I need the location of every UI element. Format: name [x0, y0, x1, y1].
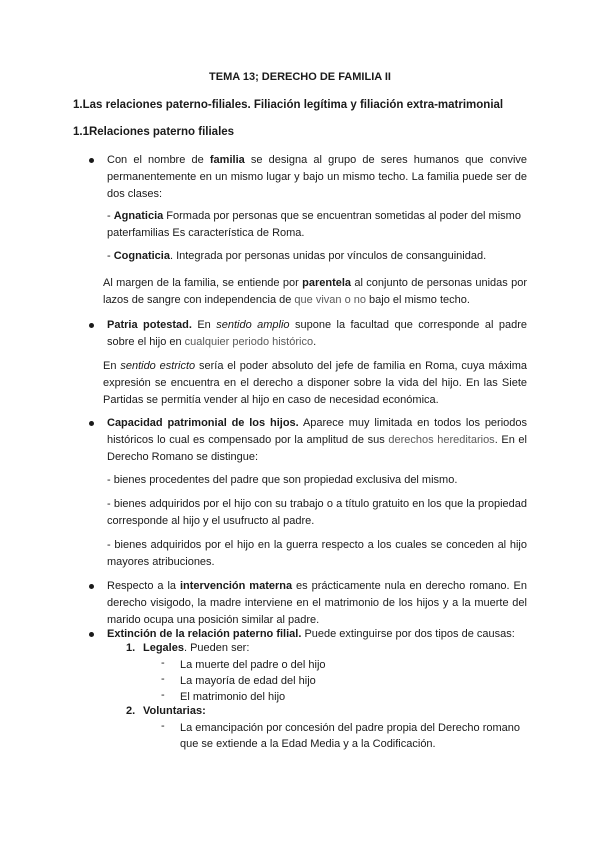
materna-paragraph: Respecto a la intervención materna es prácticamente nula en derecho romano. En derecho visigodo, la madre interviene en el matrimonio de los hijos y a la muerte del marido ocupa una posición similar al padre. — [107, 580, 527, 626]
list-item: La mayoría de edad del hijo — [180, 675, 316, 687]
bullet-icon — [89, 421, 94, 426]
agnaticia-item: - Agnaticia Formada por personas que se encuentran sometidas al poder del mismo paterfamilias Es característica de Roma. — [107, 210, 521, 239]
voluntarias-label: Voluntarias: — [143, 705, 206, 717]
sentido-estricto-paragraph: En sentido estricto sería el poder absoluto del jefe de familia en Roma, cuya máxima expresión se encuentra en el derecho a disponer sobre la vida del hijo. En las Siete Partidas se permitía vender al hijo en caso de necesidad económica. — [103, 360, 528, 406]
subsection-heading: 1.1Relaciones paterno filiales — [73, 126, 235, 138]
section-heading: 1.Las relaciones paterno-filiales. Filiación legítima y filiación extra-matrimonial — [73, 99, 504, 111]
parentela-paragraph: Al margen de la familia, se entiende por parentela al conjunto de personas unidas por lazos de sangre con independencia de que vivan o no bajo el mismo techo. — [103, 277, 528, 306]
bullet-icon — [89, 632, 94, 637]
bullet-icon — [89, 584, 94, 589]
cognaticia-item: - Cognaticia. Integrada por personas unidas por vínculos de consanguinidad. — [107, 250, 487, 262]
bullet-icon — [89, 158, 94, 163]
list-number: 2. — [126, 705, 136, 717]
legales-label: Legales. Pueden ser: — [143, 642, 250, 654]
list-item: La muerte del padre o del hijo — [180, 659, 326, 671]
capacidad-paragraph: Capacidad patrimonial de los hijos. Aparece muy limitada en todos los periodos históricos lo cual es compensado por la amplitud de sus derechos hereditarios. En el Derecho Romano se distingue: — [107, 417, 528, 463]
dash-marker: - — [161, 673, 165, 685]
bienes-item: - bienes adquiridos por el hijo con su trabajo o a título gratuito en los que la propiedad corresponde al hijo y el usufructo al padre. — [107, 498, 527, 527]
list-item: El matrimonio del hijo — [180, 691, 286, 703]
dash-marker: - — [161, 720, 165, 732]
familia-paragraph: Con el nombre de familia se designa al grupo de seres humanos que convive permanentemente en un mismo lugar y bajo un mismo techo. La familia puede ser de dos clases: — [107, 154, 528, 200]
list-item: La emancipación por concesión del padre propia del Derecho romano que se extiende a la Edad Media y a la Codificación. — [180, 722, 520, 750]
bienes-item: - bienes procedentes del padre que son propiedad exclusiva del mismo. — [107, 474, 458, 486]
dash-marker: - — [161, 657, 165, 669]
list-number: 1. — [126, 642, 136, 654]
dash-marker: - — [161, 689, 165, 701]
extincion-paragraph: Extinción de la relación paterno filial. Puede extinguirse por dos tipos de causas: — [107, 628, 515, 640]
bullet-icon — [89, 323, 94, 328]
patria-potestad-paragraph: Patria potestad. En sentido amplio supone la facultad que corresponde al padre sobre el hijo en cualquier periodo histórico. — [107, 319, 527, 348]
document-title: TEMA 13; DERECHO DE FAMILIA II — [209, 71, 391, 83]
bienes-item: - bienes adquiridos por el hijo en la guerra respecto a los cuales se conceden al hijo mayores atribuciones. — [107, 539, 527, 568]
